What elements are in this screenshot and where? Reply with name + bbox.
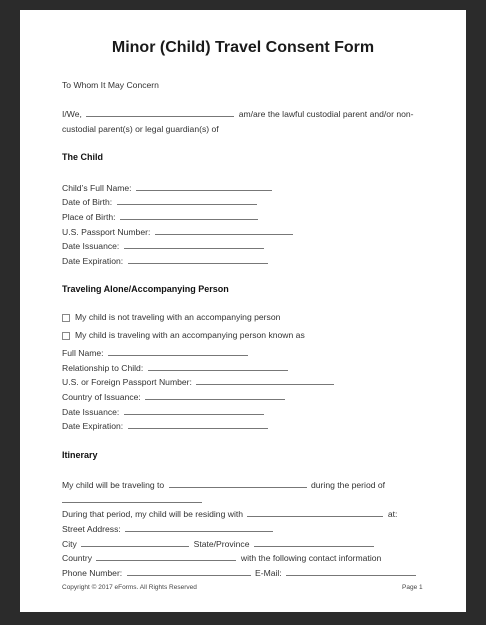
child-issuance-row xyxy=(62,240,266,251)
child-passport-row xyxy=(62,226,295,237)
footer-page-number: Page 1 xyxy=(402,584,423,591)
child-pob-row xyxy=(62,211,260,222)
street-label: Street Address: xyxy=(62,524,121,534)
country-field[interactable] xyxy=(96,552,236,561)
child-dob-label: Date of Birth: xyxy=(62,197,113,207)
state-label: State/Province xyxy=(193,539,250,549)
footer-copyright: Copyright © 2017 eForms. All Rights Reserved xyxy=(62,584,197,591)
intro-line-2: custodial parent(s) or legal guardian(s) of xyxy=(62,124,219,134)
companion-issuance-row xyxy=(62,406,266,417)
form-title: Minor (Child) Travel Consent Form xyxy=(111,39,375,56)
intro-suffix: am/are the lawful custodial parent and/or non- xyxy=(238,109,414,119)
destination-field[interactable] xyxy=(169,479,307,488)
intro-prefix: I/We, xyxy=(62,109,82,119)
companion-country-label: Country of Issuance: xyxy=(62,392,141,402)
child-issuance-field[interactable] xyxy=(124,240,264,249)
destination-label: My child will be traveling to xyxy=(62,480,165,490)
child-passport-label: U.S. Passport Number: xyxy=(62,227,151,237)
companion-name-field[interactable] xyxy=(108,347,248,356)
phone-label: Phone Number: xyxy=(62,568,123,578)
child-pob-label: Place of Birth: xyxy=(62,212,116,222)
period-field[interactable] xyxy=(62,494,202,503)
companion-issuance-field[interactable] xyxy=(124,406,264,415)
companion-passport-label: U.S. or Foreign Passport Number: xyxy=(62,377,192,387)
companion-name-label: Full Name: xyxy=(62,348,104,358)
phone-email-row xyxy=(62,567,418,578)
email-field[interactable] xyxy=(286,567,416,576)
companion-expiration-label: Date Expiration: xyxy=(62,421,124,431)
city-state-row xyxy=(62,538,376,549)
companion-issuance-label: Date Issuance: xyxy=(62,407,120,417)
city-label: City xyxy=(62,539,77,549)
child-full-name-field[interactable] xyxy=(136,182,272,191)
form-page xyxy=(20,10,466,612)
country-label: Country xyxy=(62,553,93,563)
child-expiration-label: Date Expiration: xyxy=(62,256,124,266)
companion-relationship-row xyxy=(62,362,290,373)
child-full-name-label: Child’s Full Name: xyxy=(62,183,132,193)
companion-relationship-field[interactable] xyxy=(148,362,288,371)
street-field[interactable] xyxy=(125,523,273,532)
child-heading: The Child xyxy=(62,152,103,162)
child-issuance-label: Date Issuance: xyxy=(62,241,120,251)
option-alone-label: My child is not traveling with an accompanying person xyxy=(75,312,281,322)
city-field[interactable] xyxy=(81,538,189,547)
email-label: E-Mail: xyxy=(254,568,282,578)
itinerary-heading: Itinerary xyxy=(62,450,98,460)
itinerary-destination-row xyxy=(62,479,385,490)
option-accompanied-row xyxy=(62,330,305,340)
option-alone-checkbox[interactable] xyxy=(62,314,70,322)
country-row xyxy=(62,552,381,563)
companion-country-field[interactable] xyxy=(145,391,285,400)
child-pob-field[interactable] xyxy=(120,211,258,220)
companion-expiration-row xyxy=(62,420,270,431)
residing-label: During that period, my child will be residing with xyxy=(62,509,244,519)
period-label: during the period of xyxy=(311,480,386,490)
intro-line-1 xyxy=(62,108,414,119)
option-accompanied-checkbox[interactable] xyxy=(62,332,70,340)
itinerary-period-row xyxy=(62,494,204,505)
child-passport-field[interactable] xyxy=(155,226,293,235)
parent-name-blank[interactable] xyxy=(86,108,234,117)
companion-name-row xyxy=(62,347,250,358)
companion-country-row xyxy=(62,391,287,402)
option-accompanied-label: My child is traveling with an accompanying person known as xyxy=(75,330,305,340)
child-expiration-field[interactable] xyxy=(128,255,268,264)
residing-field[interactable] xyxy=(247,508,383,517)
companion-passport-row xyxy=(62,376,336,387)
travel-heading: Traveling Alone/Accompanying Person xyxy=(62,284,229,294)
child-dob-row xyxy=(62,196,259,207)
itinerary-residing-row xyxy=(62,508,397,519)
child-expiration-row xyxy=(62,255,270,266)
companion-relationship-label: Relationship to Child: xyxy=(62,363,144,373)
child-full-name-row xyxy=(62,182,274,193)
child-dob-field[interactable] xyxy=(117,196,257,205)
street-row xyxy=(62,523,275,534)
phone-field[interactable] xyxy=(127,567,251,576)
companion-expiration-field[interactable] xyxy=(128,420,268,429)
at-label: at: xyxy=(387,509,398,519)
salutation: To Whom It May Concern xyxy=(62,80,159,90)
companion-passport-field[interactable] xyxy=(196,376,334,385)
state-field[interactable] xyxy=(254,538,374,547)
option-alone-row xyxy=(62,312,280,322)
contact-label: with the following contact information xyxy=(240,553,382,563)
